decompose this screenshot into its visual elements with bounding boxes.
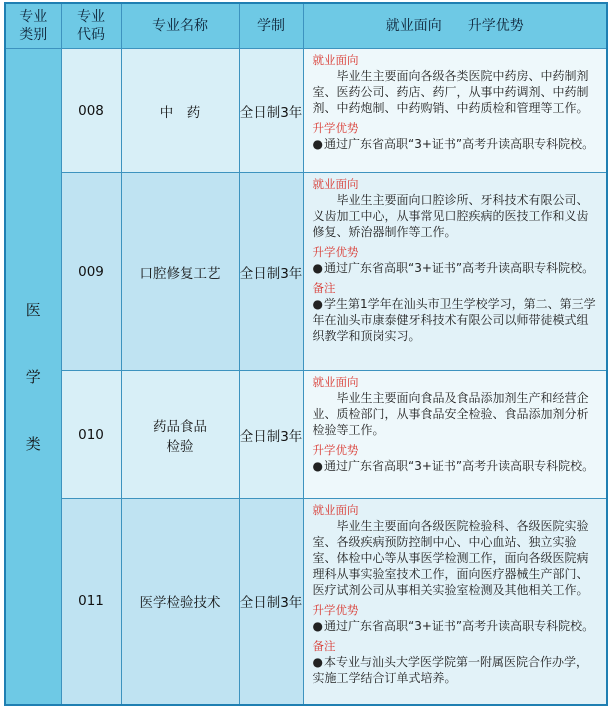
advantage-text: 通过广东省高职“3+证书”高考升读高职专科院校。 (323, 261, 595, 275)
advantage-item: ●通过广东省高职“3+证书”高考升读高职专科院校。 (312, 261, 595, 275)
table-row (5, 173, 607, 371)
header-row (5, 3, 607, 49)
table-row (5, 371, 607, 499)
major-code: 010 (61, 371, 121, 499)
major-description (303, 49, 607, 173)
employment-text: 毕业生主要面向口腔诊所、牙科技术有限公司、义齿加工中心，从事常见口腔疾病的医技工作和义齿修复、矫治器制作等工作。 (312, 193, 589, 239)
major-name-line1: 中 药 (159, 104, 201, 121)
employment-text: 毕业生主要面向食品及食品添加剂生产和经营企业、质检部门，从事食品安全检验、食品添加剂分析检验等工作。 (312, 391, 589, 437)
header-code (61, 3, 121, 49)
advantage-title: 升学优势 (312, 603, 359, 617)
advantage-title: 升学优势 (312, 245, 359, 259)
header-category-line2: 类别 (19, 27, 48, 43)
majors-table (4, 2, 608, 706)
major-code: 008 (61, 49, 121, 173)
major-duration: 全日制3年 (239, 499, 303, 705)
employment-title: 就业面向 (312, 503, 359, 517)
major-description (303, 173, 607, 371)
major-name-line2: 检验 (166, 438, 194, 455)
major-name-line1: 药品食品 (153, 418, 207, 435)
note-text: 本专业与汕头大学医学院第一附属医院合作办学，实施工学结合订单式培养。 (312, 655, 588, 685)
major-description (303, 371, 607, 499)
table-row (5, 49, 607, 173)
header-code-line1: 专业 (77, 9, 105, 25)
major-description (303, 499, 607, 705)
advantage-title: 升学优势 (312, 121, 359, 135)
table-row (5, 499, 607, 705)
major-duration: 全日制3年 (239, 173, 303, 371)
major-name (121, 173, 239, 371)
note-title: 备注 (312, 281, 336, 295)
advantage-item: ●通过广东省高职“3+证书”高考升读高职专科院校。 (312, 137, 595, 151)
note-title: 备注 (312, 639, 336, 653)
major-code: 009 (61, 173, 121, 371)
employment-title: 就业面向 (312, 177, 359, 191)
major-name (121, 499, 239, 705)
header-prospects (303, 3, 607, 49)
header-name: 专业名称 (121, 3, 239, 49)
major-name-line1: 医学检验技术 (139, 595, 221, 612)
category-char: 学 (25, 367, 41, 386)
advantage-item: ●通过广东省高职“3+证书”高考升读高职专科院校。 (312, 459, 595, 473)
major-name (121, 49, 239, 173)
header-prospects-label: 就业面向 (385, 18, 442, 34)
category-char: 类 (25, 434, 41, 453)
header-duration: 学制 (239, 3, 303, 49)
header-category (5, 3, 61, 49)
note-item: ●学生第1学年在汕头市卫生学校学习，第二、第三学年在汕头市康泰健牙科技术有限公司以师带徒模式组织教学和顶岗实习。 (312, 297, 596, 343)
category-cell (5, 49, 61, 705)
note-item: ●本专业与汕头大学医学院第一附属医院合作办学，实施工学结合订单式培养。 (312, 655, 588, 685)
employment-text: 毕业生主要面向各级各类医院中药房、中药制剂室、医药公司、药店、药厂，从事中药调剂、中药制剂、中药炮制、中药购销、中药质检和管理等工作。 (312, 69, 589, 115)
header-category-line1: 专业 (19, 9, 48, 25)
advantage-text: 通过广东省高职“3+证书”高考升读高职专科院校。 (323, 459, 595, 473)
advantage-title: 升学优势 (312, 443, 359, 457)
advantage-item: ●通过广东省高职“3+证书”高考升读高职专科院校。 (312, 619, 595, 633)
major-name-line1: 口腔修复工艺 (139, 265, 221, 282)
major-name (121, 371, 239, 499)
advantage-text: 通过广东省高职“3+证书”高考升读高职专科院校。 (323, 619, 595, 633)
employment-title: 就业面向 (312, 375, 359, 389)
advantage-text: 通过广东省高职“3+证书”高考升读高职专科院校。 (323, 137, 595, 151)
employment-title: 就业面向 (312, 53, 359, 67)
note-text: 学生第1学年在汕头市卫生学校学习，第二、第三学年在汕头市康泰健牙科技术有限公司以师带徒模式组织教学和顶岗实习。 (312, 297, 596, 343)
category-char: 医 (25, 300, 41, 319)
major-duration: 全日制3年 (239, 371, 303, 499)
header-advantage-label: 升学优势 (467, 18, 524, 34)
major-code: 011 (61, 499, 121, 705)
header-code-line2: 代码 (77, 27, 105, 43)
major-duration: 全日制3年 (239, 49, 303, 173)
employment-text: 毕业生主要面向各级医院检验科、各级医院实验室、各级疾病预防控制中心、中心血站、独立实验室、体检中心等从事医学检测工作，面向各级医院病理科从事实验室技术工作，面向医疗器械生产部门、医疗试剂公司从事相关实验室检测及其他相关工作。 (312, 519, 589, 597)
